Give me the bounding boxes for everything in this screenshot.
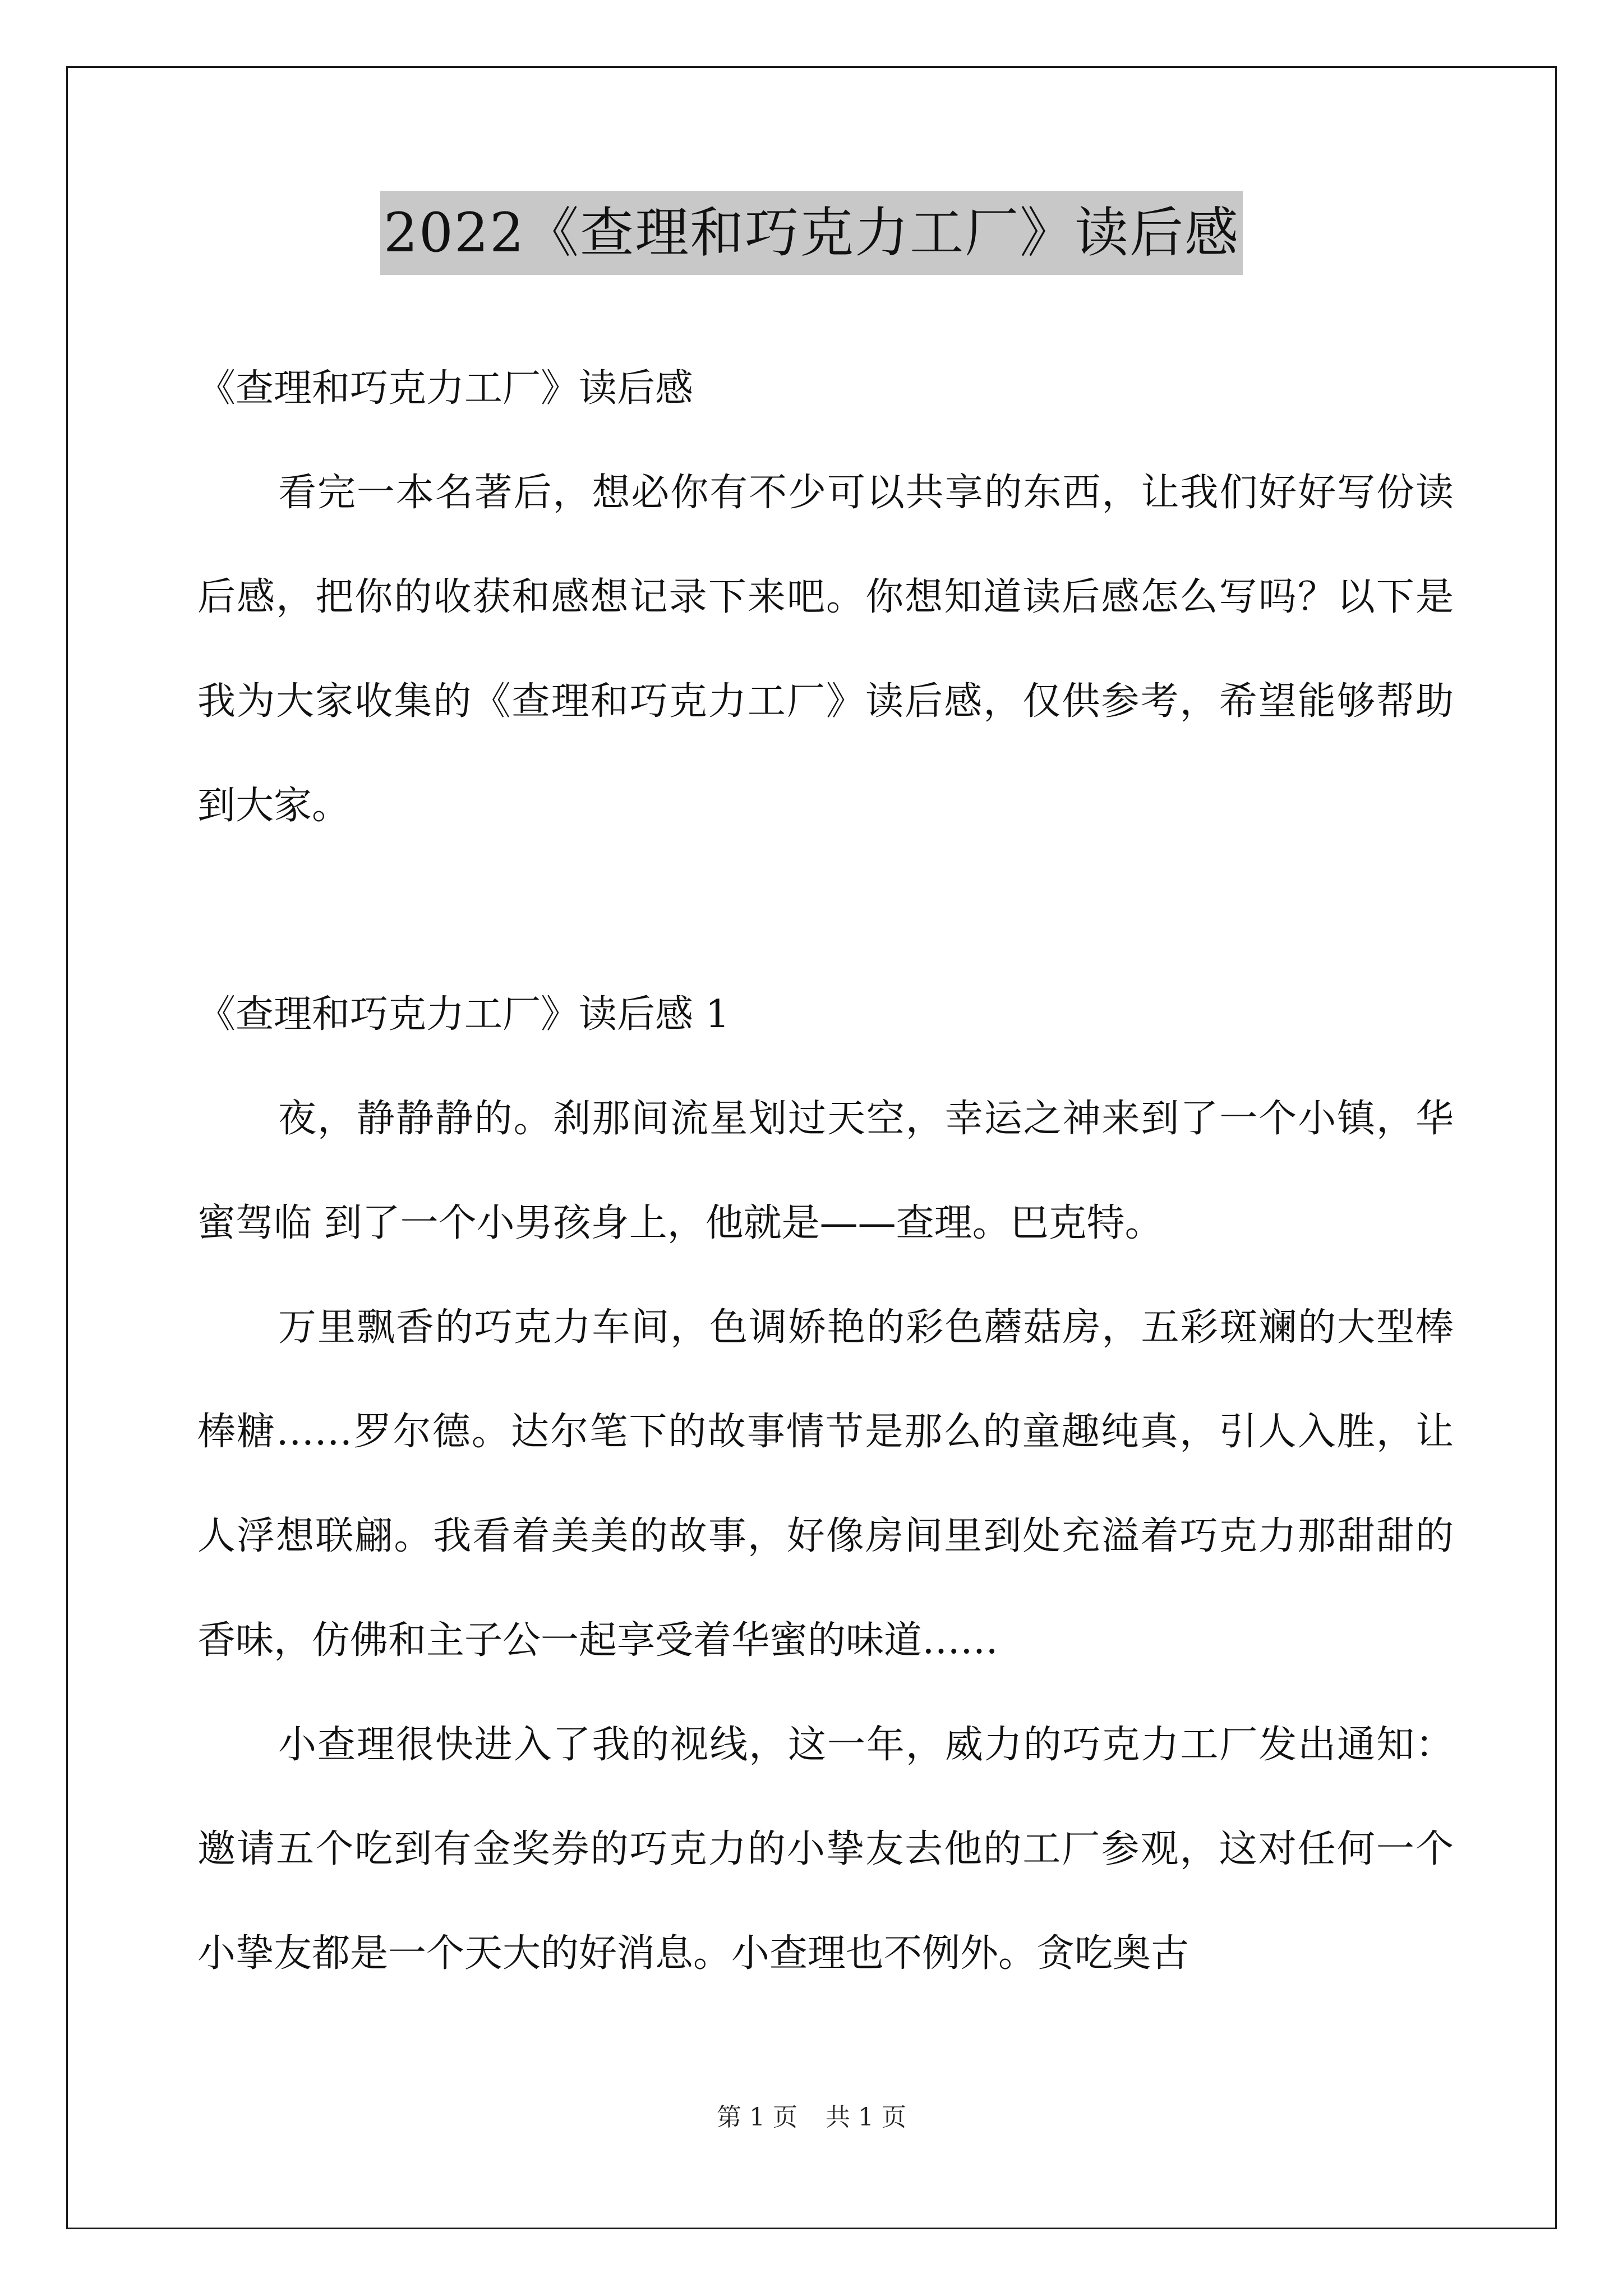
section-1-paragraph-2: 万里飘香的巧克力车间，色调娇艳的彩色蘑菇房，五彩斑斓的大型棒棒糖……罗尔德。达尔笔下的故事情节是那么的童趣纯真，引人入胜，让人浮想联翩。我看着美美的故事，好像房间里到处充溢着巧克力那甜甜的香味，仿佛和主子公一起享受着华蜜的味道……	[197, 1305, 1454, 1663]
intro-paragraph: 看完一本名著后，想必你有不少可以共享的东西，让我们好好写份读后感，把你的收获和感想记录下来吧。你想知道读后感怎么写吗？以下是我为大家收集的《查理和巧克力工厂》读后感，仅供参考，希望能够帮助到大家。	[197, 471, 1454, 828]
intro-heading: 《查理和巧克力工厂》读后感	[197, 366, 694, 411]
document-title: 2022《查理和巧克力工厂》读后感	[380, 191, 1243, 275]
section-1-heading: 《查理和巧克力工厂》读后感 1	[197, 992, 730, 1037]
section-1-paragraph-1: 夜，静静静的。刹那间流星划过天空，幸运之神来到了一个小镇，华蜜驾临 到了一个小男孩身上，他就是——查理。巴克特。	[197, 1097, 1454, 1245]
page-number: 第 1 页	[717, 2103, 797, 2132]
page-total: 共 1 页	[826, 2103, 906, 2132]
page-footer	[0, 2101, 1623, 2134]
document-body	[197, 337, 1454, 2006]
title-container	[0, 191, 1623, 275]
section-1-paragraph-3: 小查理很快进入了我的视线，这一年，威力的巧克力工厂发出通知：邀请五个吃到有金奖券的巧克力的小挚友去他的工厂参观，这对任何一个小挚友都是一个天大的好消息。小查理也不例外。贪吃奥古	[197, 1723, 1454, 1976]
section-spacer	[197, 858, 1454, 963]
